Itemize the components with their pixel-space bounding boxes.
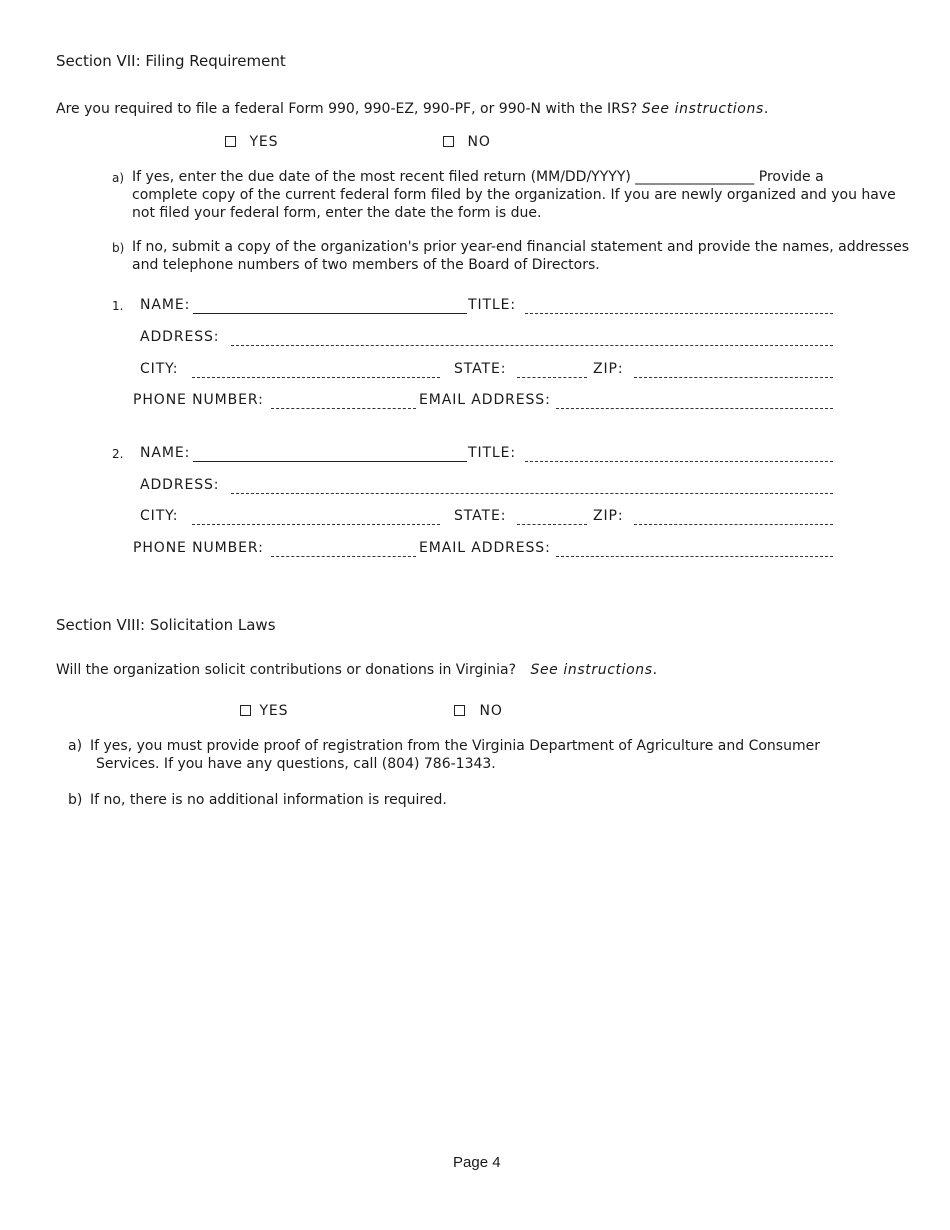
section-8-period: . [652,662,658,678]
zip-field[interactable] [634,524,833,525]
email-field[interactable] [556,556,833,557]
address-label: ADDRESS: [140,329,220,345]
email-label: EMAIL ADDRESS: [419,392,551,408]
item-b-marker: b) [68,792,83,808]
section-8-no-option[interactable] [454,703,503,719]
title-field[interactable] [525,313,833,314]
title-field[interactable] [525,461,833,462]
member-number: 2. [112,447,124,461]
address-label: ADDRESS: [140,477,220,493]
phone-field[interactable] [271,556,416,557]
page-number: Page 4 [453,1154,501,1171]
name-field[interactable] [193,313,467,314]
address-field[interactable] [231,345,833,346]
city-field[interactable] [192,524,440,525]
item-b-marker: b) [112,241,125,255]
member-number: 1. [112,299,124,313]
phone-label: PHONE NUMBER: [133,540,264,556]
section-7-title: Section VII: Filing Requirement [56,52,286,70]
item-b-line-1: If no, there is no additional information is required. [90,792,447,808]
item-a-line-2: Services. If you have any questions, call (804) 786-1343. [96,756,496,772]
name-label: NAME: [140,297,191,313]
section-7-period: . [763,101,769,117]
email-field[interactable] [556,408,833,409]
section-7-no-option[interactable] [443,134,491,150]
name-label: NAME: [140,445,191,461]
no-checkbox[interactable] [454,705,465,716]
zip-field[interactable] [634,377,833,378]
section-7-question [56,101,768,117]
yes-checkbox[interactable] [225,136,236,147]
item-a-line-3: not filed your federal form, enter the date the form is due. [132,205,542,221]
city-label: CITY: [140,508,179,524]
address-field[interactable] [231,493,833,494]
state-label: STATE: [454,508,507,524]
item-b-line-1: If no, submit a copy of the organization's prior year-end financial statement and provide the names, addresses [132,239,910,255]
city-label: CITY: [140,361,179,377]
item-a-marker: a) [112,171,125,185]
section-7-see-instructions: See instructions [641,101,764,117]
state-label: STATE: [454,361,507,377]
yes-checkbox[interactable] [240,705,251,716]
section-8-question [56,662,657,678]
zip-label: ZIP: [593,508,624,524]
state-field[interactable] [517,524,587,525]
no-label: NO [479,703,503,719]
section-7-yes-option[interactable] [225,134,278,150]
city-field[interactable] [192,377,440,378]
section-8-yes-option[interactable] [240,703,288,719]
section-8-question-text: Will the organization solicit contributions or donations in Virginia? [56,662,517,678]
phone-field[interactable] [271,408,416,409]
item-a-marker: a) [68,738,83,754]
yes-label: YES [259,703,289,719]
zip-label: ZIP: [593,361,624,377]
no-checkbox[interactable] [443,136,454,147]
item-b-line-2: and telephone numbers of two members of the Board of Directors. [132,257,600,273]
phone-label: PHONE NUMBER: [133,392,264,408]
item-a-line-1: If yes, enter the due date of the most recent filed return (MM/DD/YYYY) _________________ Provide a [132,169,824,185]
title-label: TITLE: [468,445,516,461]
yes-label: YES [249,134,279,150]
item-a-line-1: If yes, you must provide proof of registration from the Virginia Department of Agriculture and Consumer [90,738,820,754]
section-8-title: Section VIII: Solicitation Laws [56,616,276,634]
no-label: NO [467,134,491,150]
section-8-see-instructions: See instructions [530,662,653,678]
title-label: TITLE: [468,297,516,313]
state-field[interactable] [517,377,587,378]
section-7-question-text: Are you required to file a federal Form 990, 990-EZ, 990-PF, or 990-N with the IRS? [56,101,638,117]
email-label: EMAIL ADDRESS: [419,540,551,556]
name-field[interactable] [193,461,467,462]
item-a-line-2: complete copy of the current federal form filed by the organization. If you are newly organized and you have [132,187,896,203]
